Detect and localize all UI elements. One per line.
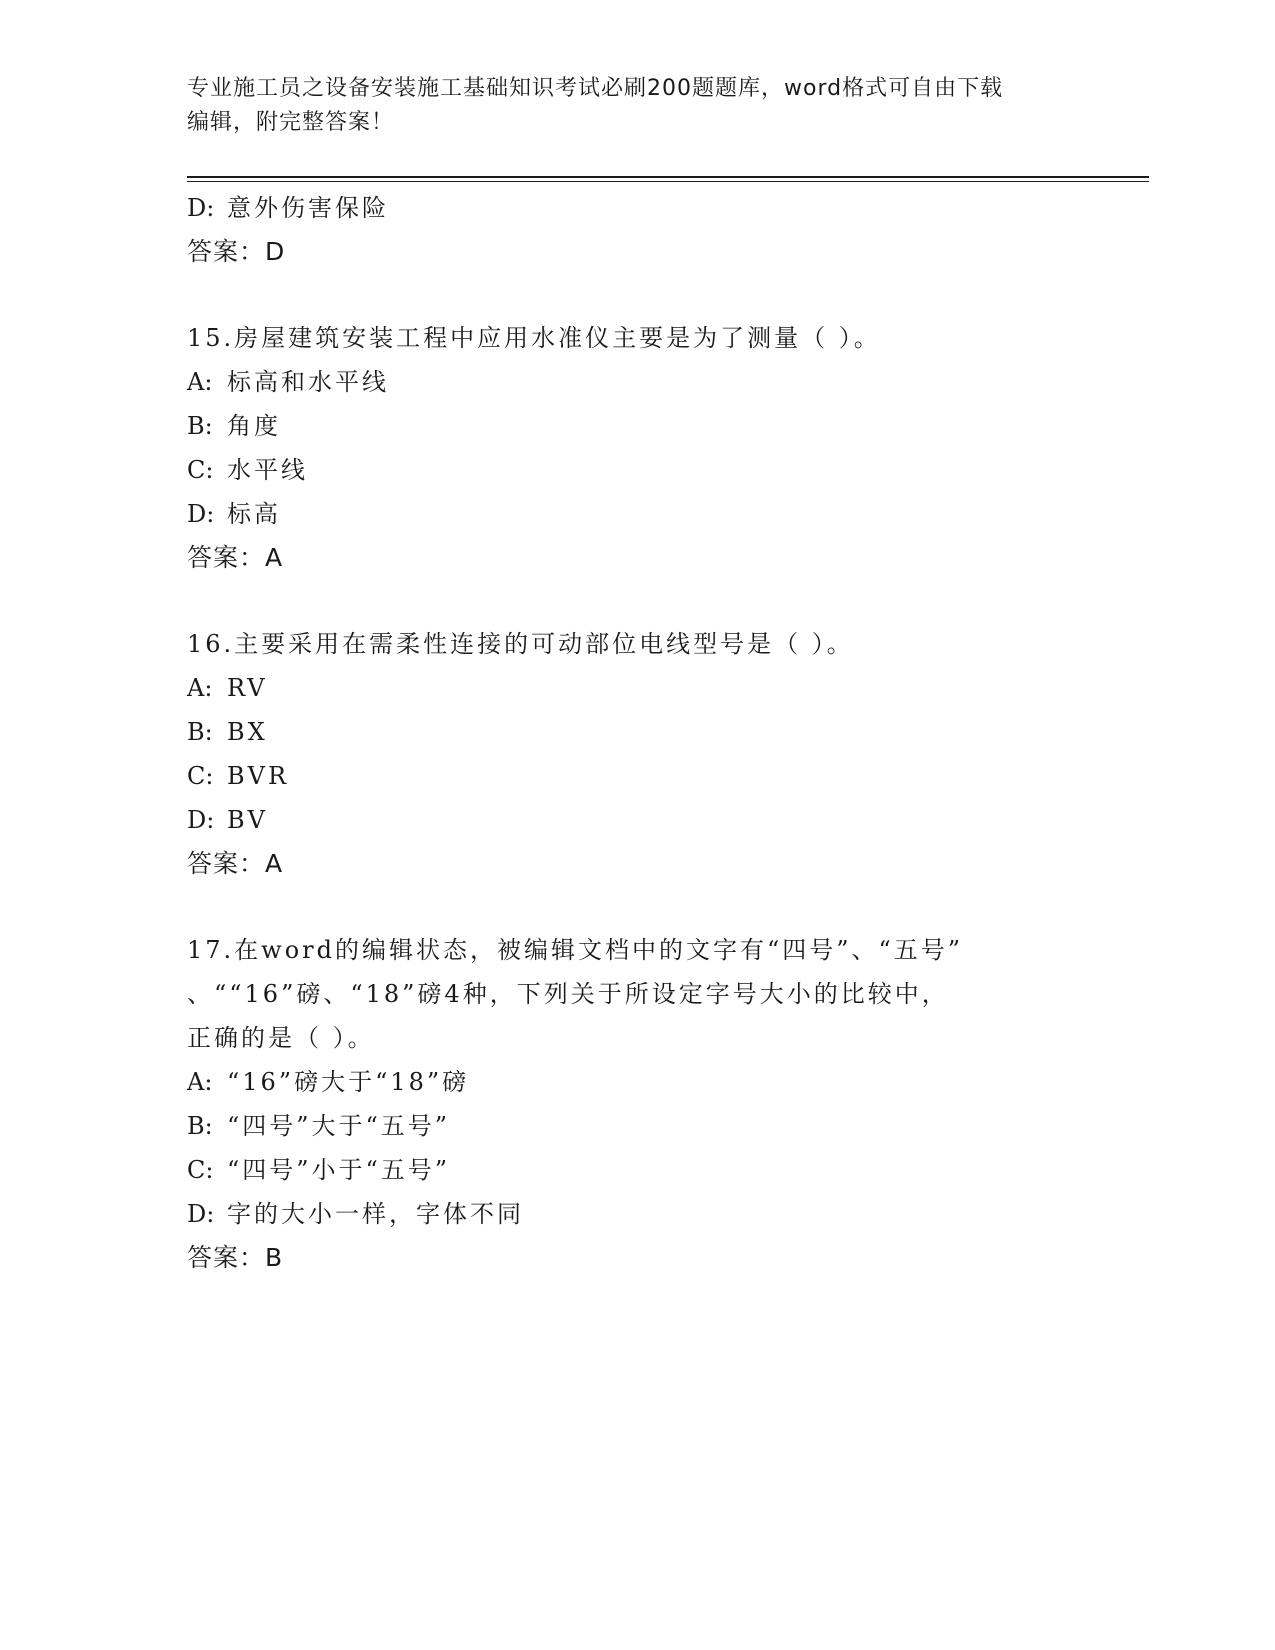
option-text: 字的大小一样，字体不同 xyxy=(227,1200,524,1228)
option-b xyxy=(187,717,268,747)
option-letter: D: xyxy=(187,500,215,528)
option-letter: C: xyxy=(187,762,214,790)
header-divider-thick xyxy=(187,176,1149,178)
option-text: “16”磅大于“18”磅 xyxy=(227,1068,470,1096)
option-letter: D: xyxy=(187,1200,215,1228)
option-d xyxy=(187,805,268,835)
option-letter: A: xyxy=(187,368,213,396)
option-letter: B: xyxy=(187,412,213,440)
option-text: BVR xyxy=(227,762,290,790)
document-header xyxy=(187,72,1087,140)
question-stem: 15.房屋建筑安装工程中应用水准仪主要是为了测量（ ）。 xyxy=(187,324,881,352)
option-letter: A: xyxy=(187,674,213,702)
option-text: “四号”大于“五号” xyxy=(227,1112,451,1140)
option-text: 标高 xyxy=(227,500,281,528)
header-title-line1: 专业施工员之设备安装施工基础知识考试必刷200题题库，word格式可自由下载 xyxy=(187,76,1004,101)
option-d xyxy=(187,499,281,529)
option-text: 水平线 xyxy=(227,456,308,484)
answer-line: 答案：D xyxy=(187,237,286,266)
header-title-line2: 编辑，附完整答案！ xyxy=(187,110,395,135)
option-d xyxy=(187,1199,524,1229)
answer-line: 答案：A xyxy=(187,849,284,878)
answer-line: 答案：A xyxy=(187,543,284,572)
question-stem-line3: 正确的是（ ）。 xyxy=(187,1024,375,1052)
question-stem: 16.主要采用在需柔性连接的可动部位电线型号是（ ）。 xyxy=(187,630,854,658)
option-b xyxy=(187,411,281,441)
option-text: BX xyxy=(227,718,268,746)
option-letter: B: xyxy=(187,718,213,746)
option-c xyxy=(187,1155,450,1185)
option-b xyxy=(187,1111,450,1141)
option-text: 标高和水平线 xyxy=(227,368,389,396)
option-text: 意外伤害保险 xyxy=(227,194,389,222)
option-c xyxy=(187,761,289,791)
header-divider-thin xyxy=(187,181,1149,182)
option-letter: B: xyxy=(187,1112,213,1140)
option-letter: C: xyxy=(187,1156,214,1184)
option-text: “四号”小于“五号” xyxy=(227,1156,451,1184)
option-letter: D: xyxy=(187,194,215,222)
option-a xyxy=(187,367,389,397)
option-text: 角度 xyxy=(227,412,281,440)
option-a xyxy=(187,673,268,703)
option-letter: C: xyxy=(187,456,214,484)
option-text: RV xyxy=(227,674,268,702)
option-d xyxy=(187,193,389,223)
option-c xyxy=(187,455,308,485)
option-a xyxy=(187,1067,469,1097)
option-text: BV xyxy=(227,806,268,834)
option-letter: D: xyxy=(187,806,215,834)
question-stem-line1: 17.在word的编辑状态，被编辑文档中的文字有“四号”、“五号” xyxy=(187,936,964,964)
question-stem-line2: 、““16”磅、“18”磅4种，下列关于所设定字号大小的比较中， xyxy=(187,980,949,1008)
option-letter: A: xyxy=(187,1068,213,1096)
answer-line: 答案：B xyxy=(187,1243,284,1272)
